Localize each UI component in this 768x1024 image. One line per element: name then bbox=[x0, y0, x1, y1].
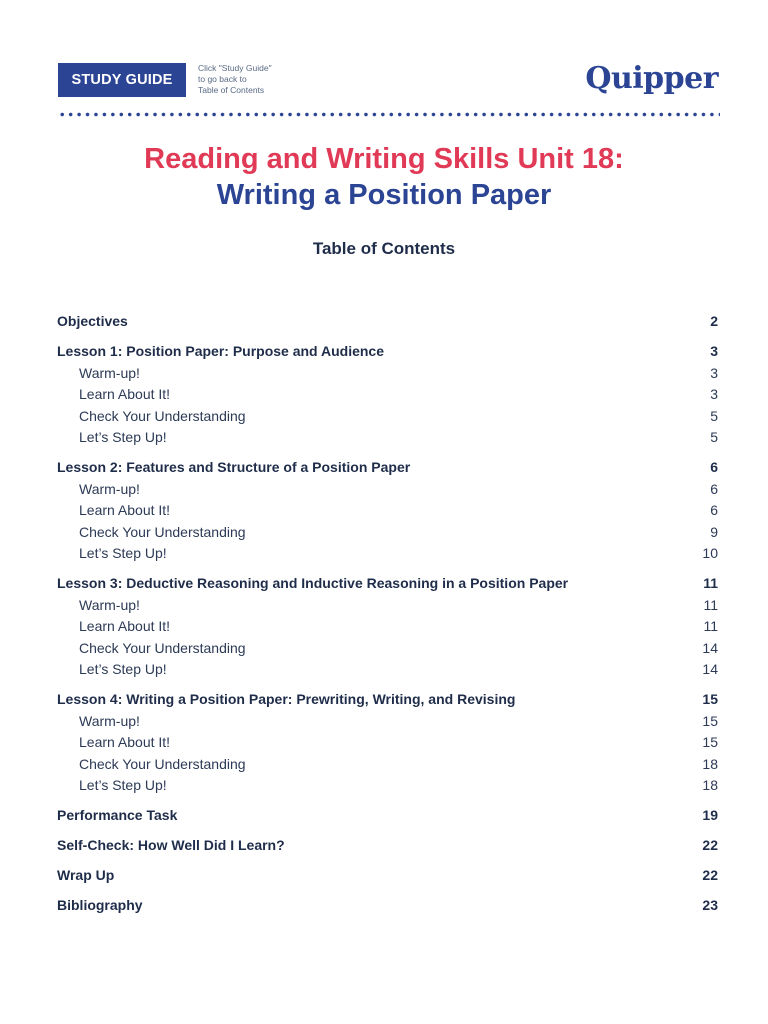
toc-entry-label: Lesson 2: Features and Structure of a Position Paper bbox=[57, 459, 411, 475]
toc-subentry[interactable] bbox=[57, 659, 718, 681]
toc-entry-page: 11 bbox=[703, 596, 718, 613]
toc-entry-label: Check Your Understanding bbox=[79, 755, 246, 772]
toc-subentry[interactable] bbox=[57, 406, 718, 428]
toc-spacer bbox=[57, 857, 718, 866]
toc-subentry[interactable] bbox=[57, 427, 718, 449]
toc-entry-label: Check Your Understanding bbox=[79, 639, 246, 656]
toc-subentry[interactable] bbox=[57, 522, 718, 544]
toc-entry-page: 2 bbox=[710, 313, 718, 329]
toc-spacer bbox=[57, 333, 718, 342]
toc-entry-page: 3 bbox=[710, 386, 718, 402]
toc-subentry[interactable] bbox=[57, 616, 718, 638]
toc-entry-page: 6 bbox=[710, 459, 718, 475]
toc-entry-page: 18 bbox=[702, 777, 718, 793]
toc-entry[interactable] bbox=[57, 341, 718, 363]
toc-subentry[interactable] bbox=[57, 500, 718, 522]
toc-spacer bbox=[57, 681, 718, 690]
toc-entry-page: 5 bbox=[710, 407, 718, 424]
quipper-logo: Quipper bbox=[585, 61, 718, 96]
toc-entry-label: Warm-up! bbox=[79, 596, 140, 613]
toc-entry-label: Check Your Understanding bbox=[79, 407, 246, 424]
dotted-divider bbox=[58, 112, 720, 117]
toc-entry-page: 10 bbox=[702, 545, 718, 561]
toc-subentry[interactable] bbox=[57, 384, 718, 406]
toc-entry-label: Bibliography bbox=[57, 897, 143, 913]
study-guide-note-line: Click "Study Guide" bbox=[198, 63, 272, 73]
toc-entry-label: Lesson 3: Deductive Reasoning and Inductive Reasoning in a Position Paper bbox=[57, 575, 569, 591]
toc-entry-label: Let’s Step Up! bbox=[79, 545, 167, 561]
toc-entry-label: Warm-up! bbox=[79, 712, 140, 729]
toc-entry[interactable] bbox=[57, 311, 718, 333]
toc-entry-label: Learn About It! bbox=[79, 734, 171, 750]
toc-subentry[interactable] bbox=[57, 775, 718, 797]
toc-entry-page: 19 bbox=[702, 807, 718, 823]
toc-entry-page: 22 bbox=[702, 867, 718, 883]
toc-spacer bbox=[57, 827, 718, 836]
toc-entry-label: Learn About It! bbox=[79, 502, 171, 518]
toc-subentry[interactable] bbox=[57, 543, 718, 565]
toc-entry-page: 15 bbox=[702, 691, 718, 707]
study-guide-note-line: to go back to bbox=[198, 74, 247, 84]
toc-entry-label: Objectives bbox=[57, 313, 128, 329]
toc-entry-label: Lesson 4: Writing a Position Paper: Prewriting, Writing, and Revising bbox=[57, 691, 516, 707]
toc-entry[interactable] bbox=[57, 689, 718, 711]
toc-subentry[interactable] bbox=[57, 732, 718, 754]
toc-entry-label: Check Your Understanding bbox=[79, 523, 246, 540]
toc-entry-page: 11 bbox=[703, 618, 718, 634]
toc-entry-page: 18 bbox=[702, 755, 718, 772]
toc-entry-page: 23 bbox=[702, 897, 718, 913]
toc-entry-page: 14 bbox=[702, 639, 718, 656]
toc-entry-label: Wrap Up bbox=[57, 867, 115, 883]
toc-entry[interactable] bbox=[57, 835, 718, 857]
toc-spacer bbox=[57, 887, 718, 896]
unit-title: Reading and Writing Skills Unit 18: bbox=[144, 143, 624, 175]
toc-entry-page: 15 bbox=[702, 712, 718, 729]
toc-entry-page: 3 bbox=[710, 364, 718, 381]
unit-subtitle: Writing a Position Paper bbox=[216, 179, 552, 211]
toc-entry-label: Let’s Step Up! bbox=[79, 429, 167, 445]
toc-entry[interactable] bbox=[57, 805, 718, 827]
toc-entry-label: Learn About It! bbox=[79, 618, 171, 634]
toc-entry-page: 6 bbox=[710, 502, 718, 518]
toc-entry-label: Lesson 1: Position Paper: Purpose and Audience bbox=[57, 343, 384, 359]
toc-subentry[interactable] bbox=[57, 595, 718, 617]
toc-entry-page: 5 bbox=[710, 429, 718, 445]
study-guide-note-line: Table of Contents bbox=[198, 85, 265, 95]
toc-entry-label: Self-Check: How Well Did I Learn? bbox=[57, 837, 285, 853]
toc-entry[interactable] bbox=[57, 865, 718, 887]
toc-entry-page: 11 bbox=[703, 575, 718, 591]
toc-entry[interactable] bbox=[57, 895, 718, 917]
toc-subentry[interactable] bbox=[57, 754, 718, 776]
toc-entry-label: Learn About It! bbox=[79, 386, 171, 402]
toc-entry-page: 3 bbox=[710, 343, 718, 359]
toc-entry-label: Let’s Step Up! bbox=[79, 661, 167, 677]
toc-heading: Table of Contents bbox=[312, 239, 456, 258]
toc-subentry[interactable] bbox=[57, 711, 718, 733]
toc-entry-label: Warm-up! bbox=[79, 480, 140, 497]
study-guide-button[interactable]: STUDY GUIDE bbox=[58, 63, 186, 97]
toc-subentry[interactable] bbox=[57, 479, 718, 501]
toc-entry[interactable] bbox=[57, 457, 718, 479]
toc-spacer bbox=[57, 449, 718, 458]
toc-entry-label: Let’s Step Up! bbox=[79, 777, 167, 793]
toc-entry-page: 22 bbox=[702, 837, 718, 853]
toc-entry-page: 9 bbox=[710, 523, 718, 540]
study-guide-note bbox=[198, 63, 272, 96]
toc-subentry[interactable] bbox=[57, 363, 718, 385]
page-header bbox=[58, 63, 718, 97]
toc-entry-page: 6 bbox=[710, 480, 718, 497]
toc-spacer bbox=[57, 565, 718, 574]
toc-subentry[interactable] bbox=[57, 638, 718, 660]
toc-entry-label: Warm-up! bbox=[79, 364, 140, 381]
toc-entry[interactable] bbox=[57, 573, 718, 595]
table-of-contents bbox=[57, 311, 718, 917]
toc-entry-page: 14 bbox=[702, 661, 718, 677]
toc-entry-page: 15 bbox=[702, 734, 718, 750]
toc-spacer bbox=[57, 797, 718, 806]
toc-entry-label: Performance Task bbox=[57, 807, 178, 823]
